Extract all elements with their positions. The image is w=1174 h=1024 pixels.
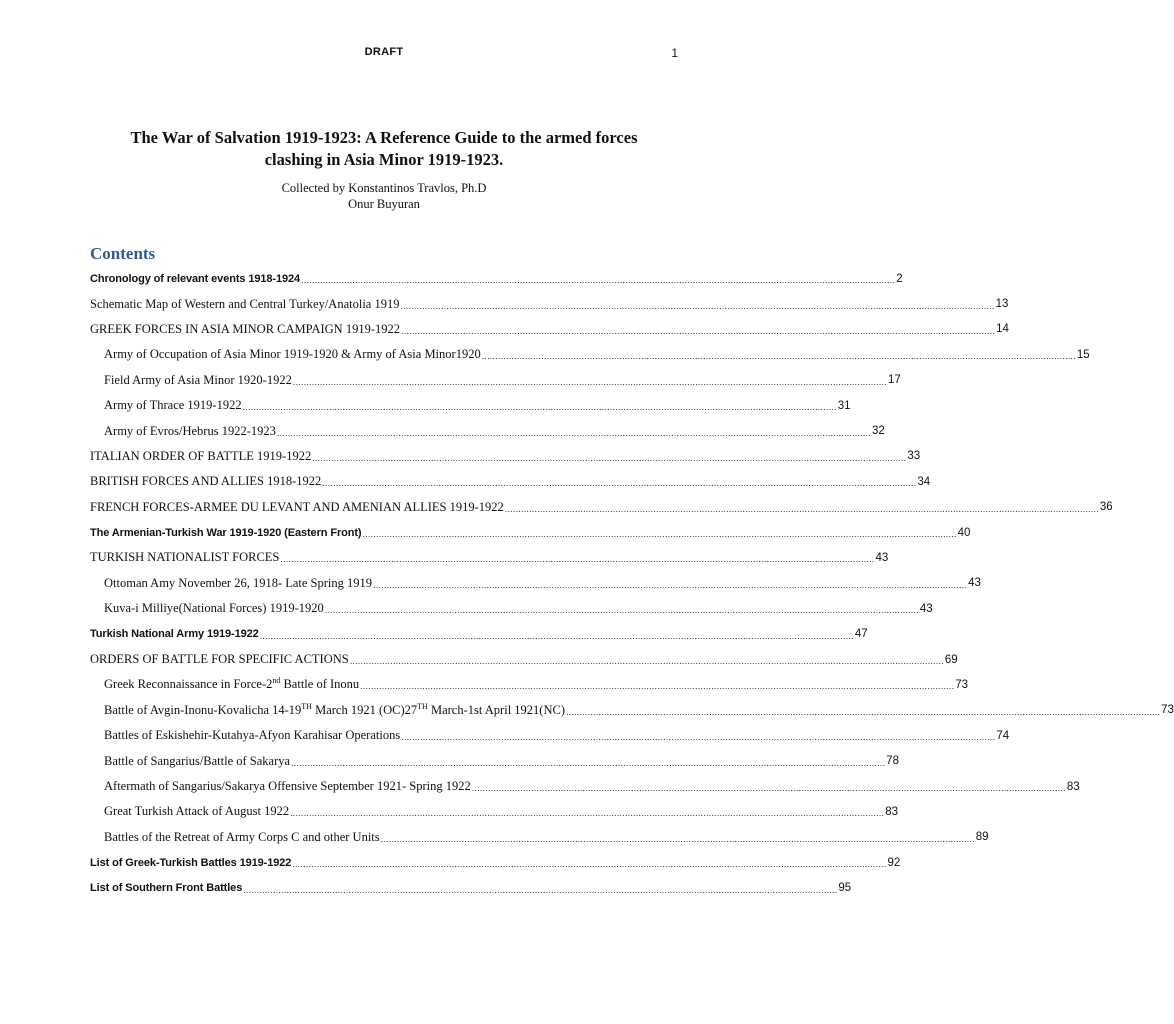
toc-entry[interactable] bbox=[90, 368, 901, 393]
toc-entry-label: Schematic Map of Western and Central Turkey/Anatolia 1919 bbox=[90, 296, 400, 311]
toc-entry-page: 36 bbox=[1099, 501, 1113, 514]
document-title bbox=[90, 127, 678, 171]
toc-entry[interactable] bbox=[90, 723, 1010, 748]
toc-leader: ............................................................................................................................................................................................................................ bbox=[242, 402, 837, 413]
toc-entry-page: 14 bbox=[996, 323, 1009, 336]
toc-leader: ............................................................................................................................................................................................................................ bbox=[301, 275, 896, 286]
toc-entry[interactable] bbox=[90, 825, 989, 850]
toc-entry[interactable] bbox=[90, 520, 971, 545]
toc-leader: ............................................................................................................................................................................................................................ bbox=[292, 376, 887, 387]
toc-entry-label: Great Turkish Attack of August 1922 bbox=[104, 804, 290, 819]
toc-leader: ............................................................................................................................................................................................................................ bbox=[400, 300, 995, 311]
authors bbox=[90, 180, 678, 212]
toc-entry-page: 74 bbox=[996, 729, 1010, 742]
toc-entry-label: Battle of Sangarius/Battle of Sakarya bbox=[104, 753, 291, 768]
toc-entry-label: Kuva-i Milliye(National Forces) 1919-1920 bbox=[104, 601, 324, 616]
toc-entry-label: Army of Occupation of Asia Minor 1919-1920 & Army of Asia Minor1920 bbox=[104, 347, 481, 362]
header-draft-label: DRAFT bbox=[364, 46, 404, 58]
contents-heading: Contents bbox=[90, 244, 156, 263]
toc-entry-label: TURKISH NATIONALIST FORCES bbox=[90, 550, 280, 565]
toc-entry[interactable] bbox=[90, 748, 899, 773]
toc-entry[interactable] bbox=[90, 291, 1009, 316]
toc-entry-page: 73 bbox=[1161, 704, 1174, 717]
toc-leader: ............................................................................................................................................................................................................................ bbox=[373, 579, 968, 590]
toc-entry-label: GREEK FORCES IN ASIA MINOR CAMPAIGN 1919-1922 bbox=[90, 321, 400, 336]
toc-entry-label: Army of Evros/Hebrus 1922-1923 bbox=[104, 423, 276, 438]
toc-leader: ............................................................................................................................................................................................................................ bbox=[290, 808, 885, 819]
toc-leader: ............................................................................................................................................................................................................................ bbox=[276, 427, 871, 438]
toc-entry-label: FRENCH FORCES-ARMEE DU LEVANT AND AMENIAN ALLIES 1919-1922 bbox=[90, 499, 504, 514]
toc-entry-label: Army of Thrace 1919-1922 bbox=[104, 398, 242, 413]
toc-entry-label: Chronology of relevant events 1918-1924 bbox=[90, 272, 301, 285]
header-page-number: 1 bbox=[671, 46, 678, 60]
toc-entry-page: 32 bbox=[871, 425, 885, 438]
toc-entry[interactable] bbox=[90, 698, 1174, 723]
toc-leader: ............................................................................................................................................................................................................................ bbox=[380, 833, 975, 844]
toc-entry[interactable] bbox=[90, 266, 903, 291]
toc-entry-label: Turkish National Army 1919-1922 bbox=[90, 628, 259, 641]
toc-entry[interactable] bbox=[90, 545, 889, 570]
toc-entry-page: 47 bbox=[854, 628, 868, 641]
toc-entry-label: Battles of Eskishehir-Kutahya-Afyon Karahisar Operations bbox=[104, 728, 401, 743]
toc-entry[interactable] bbox=[90, 596, 933, 621]
toc-leader: ............................................................................................................................................................................................................................ bbox=[292, 859, 887, 870]
table-of-contents bbox=[90, 266, 1174, 901]
toc-entry-label: BRITISH FORCES AND ALLIES 1918-1922 bbox=[90, 474, 322, 489]
toc-entry-label: Battle of Avgin-Inonu-Kovalicha 14-19TH March 1921 (OC)27TH March-1st April 1921(NC) bbox=[104, 701, 565, 717]
title-line-1: The War of Salvation 1919-1923: A Reference Guide to the armed forces bbox=[130, 128, 638, 147]
toc-entry-page: 43 bbox=[968, 577, 981, 590]
toc-entry-page: 73 bbox=[955, 678, 969, 691]
toc-entry[interactable] bbox=[90, 469, 931, 494]
toc-leader: ............................................................................................................................................................................................................................ bbox=[259, 630, 854, 641]
toc-entry-label: Field Army of Asia Minor 1920-1922 bbox=[104, 372, 292, 387]
toc-entry-page: 83 bbox=[885, 805, 898, 818]
toc-entry-page: 31 bbox=[837, 399, 851, 412]
toc-entry[interactable] bbox=[90, 850, 901, 875]
toc-leader: ............................................................................................................................................................................................................................ bbox=[280, 554, 875, 565]
toc-entry-page: 33 bbox=[907, 450, 921, 463]
toc-leader: ............................................................................................................................................................................................................................ bbox=[349, 656, 944, 667]
toc-entry[interactable] bbox=[90, 774, 1080, 799]
toc-entry[interactable] bbox=[90, 342, 1090, 367]
toc-leader: ............................................................................................................................................................................................................................ bbox=[565, 706, 1161, 717]
toc-entry-label: Greek Reconnaissance in Force-2nd Battle of Inonu bbox=[104, 676, 360, 692]
toc-leader: ............................................................................................................................................................................................................................ bbox=[322, 478, 917, 489]
toc-entry-label: ITALIAN ORDER OF BATTLE 1919-1922 bbox=[90, 448, 312, 463]
toc-entry-page: 40 bbox=[957, 526, 971, 539]
toc-entry-page: 95 bbox=[838, 882, 852, 895]
toc-leader: ............................................................................................................................................................................................................................ bbox=[360, 681, 955, 692]
toc-entry-label: List of Greek-Turkish Battles 1919-1922 bbox=[90, 856, 292, 869]
toc-entry[interactable] bbox=[90, 495, 1113, 520]
toc-entry-page: 17 bbox=[887, 374, 901, 387]
authors-line-1: Collected by Konstantinos Travlos, Ph.D bbox=[281, 181, 487, 195]
toc-entry-label: Aftermath of Sangarius/Sakarya Offensive September 1921- Spring 1922 bbox=[104, 779, 471, 793]
toc-entry[interactable] bbox=[90, 672, 969, 697]
page-header bbox=[90, 46, 678, 64]
toc-entry-page: 89 bbox=[975, 831, 989, 844]
toc-leader: ............................................................................................................................................................................................................................ bbox=[291, 757, 886, 768]
toc-entry-label: The Armenian-Turkish War 1919-1920 (Eastern Front) bbox=[90, 526, 362, 539]
toc-entry-page: 69 bbox=[944, 653, 958, 666]
toc-entry[interactable] bbox=[90, 444, 921, 469]
toc-entry-page: 78 bbox=[886, 755, 899, 768]
toc-entry[interactable] bbox=[90, 418, 885, 443]
toc-entry-label: ORDERS OF BATTLE FOR SPECIFIC ACTIONS bbox=[90, 652, 349, 667]
toc-entry-page: 83 bbox=[1066, 780, 1080, 793]
toc-leader: ............................................................................................................................................................................................................................ bbox=[471, 783, 1066, 793]
toc-entry[interactable] bbox=[90, 393, 851, 418]
toc-entry[interactable] bbox=[90, 621, 868, 646]
toc-entry[interactable] bbox=[90, 799, 898, 824]
toc-entry-page: 34 bbox=[917, 475, 931, 488]
toc-entry-page: 15 bbox=[1076, 348, 1090, 361]
toc-leader: ............................................................................................................................................................................................................................ bbox=[504, 503, 1099, 514]
toc-entry[interactable] bbox=[90, 647, 958, 672]
toc-entry[interactable] bbox=[90, 875, 852, 900]
toc-entry-page: 2 bbox=[896, 272, 903, 285]
toc-entry-page: 92 bbox=[887, 856, 901, 869]
toc-leader: ............................................................................................................................................................................................................................ bbox=[312, 452, 907, 463]
toc-leader: ............................................................................................................................................................................................................................ bbox=[362, 529, 957, 540]
toc-entry-label: List of Southern Front Battles bbox=[90, 882, 243, 895]
toc-entry-page: 43 bbox=[919, 602, 933, 615]
toc-entry-label: Ottoman Amy November 26, 1918- Late Spring 1919 bbox=[104, 575, 373, 590]
toc-entry[interactable] bbox=[90, 317, 1009, 342]
authors-line-2: Onur Buyuran bbox=[348, 197, 420, 211]
toc-leader: ............................................................................................................................................................................................................................ bbox=[243, 884, 838, 895]
toc-entry-page: 43 bbox=[875, 551, 889, 564]
toc-leader: ............................................................................................................................................................................................................................ bbox=[401, 732, 996, 743]
toc-entry-label: Battles of the Retreat of Army Corps C and other Units bbox=[104, 829, 380, 844]
toc-leader: ............................................................................................................................................................................................................................ bbox=[324, 605, 919, 616]
title-line-2: clashing in Asia Minor 1919-1923. bbox=[264, 150, 504, 169]
toc-entry-page: 13 bbox=[995, 298, 1009, 311]
toc-leader: ............................................................................................................................................................................................................................ bbox=[481, 351, 1076, 362]
toc-entry[interactable] bbox=[90, 571, 981, 596]
toc-leader: ............................................................................................................................................................................................................................ bbox=[401, 325, 996, 336]
